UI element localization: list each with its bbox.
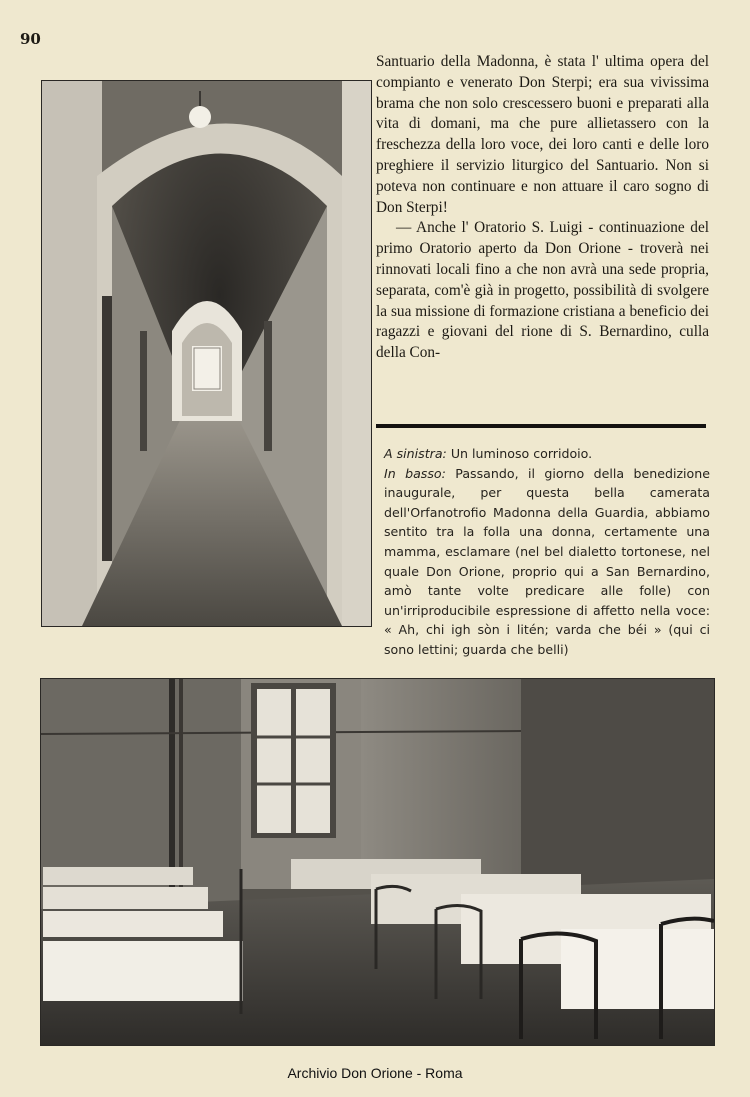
archive-footer: Archivio Don Orione - Roma <box>287 1065 463 1081</box>
caption-below-text: Passando, il giorno della benedizione inaugurale, per questa bella camerata dell'Orfanotrofio Madonna della Guardia, abbiamo sentito tra la folla una donna, certamente una mamma, esclamare (nel bel dialetto tortonese, nel quale Don Orione, proprio qui a San Bernardino, amò tante volte predicare alle folle) con un'irriproducibile espressione di affetto nella voce: « Ah, chi igh sòn i litén; varda che béi » (qui ci sono lettini; guarda che belli) <box>384 465 710 657</box>
caption-below-label: In basso: <box>384 465 446 481</box>
article-paragraph-1: Santuario della Madonna, è stata l' ultima opera del compianto e venerato Don Sterpi; era sua vivissima brama che non solo crescessero buoni e preparati alla vita di domani, ma che pure allietassero con la freschezza della loro voce, dei loro canti e delle loro preghiere il servizio liturgico del Santuario. Non si poteva non continuare e non attuare il caro sogno di Don Sterpi! <box>376 53 709 216</box>
corridor-photo <box>41 80 372 627</box>
section-divider <box>376 424 706 428</box>
photo-caption <box>384 444 710 660</box>
article-text <box>376 52 709 364</box>
caption-below <box>384 464 710 660</box>
caption-left <box>384 444 710 464</box>
caption-left-text: Un luminoso corridoio. <box>450 446 593 461</box>
dormitory-photo <box>40 678 715 1046</box>
caption-left-label: A sinistra: <box>384 446 447 461</box>
article-paragraph-2: — Anche l' Oratorio S. Luigi - continuazione del primo Oratorio aperto da Don Orione - troverà nei rinnovati locali fino a che non avrà una sede propria, separata, com'è già in progetto, possibilità di svolgere la sua missione di formazione cristiana a beneficio dei ragazzi e giovani del rione di S. Bernardino, culla della Con- <box>376 219 709 362</box>
page-number: 90 <box>20 30 41 48</box>
